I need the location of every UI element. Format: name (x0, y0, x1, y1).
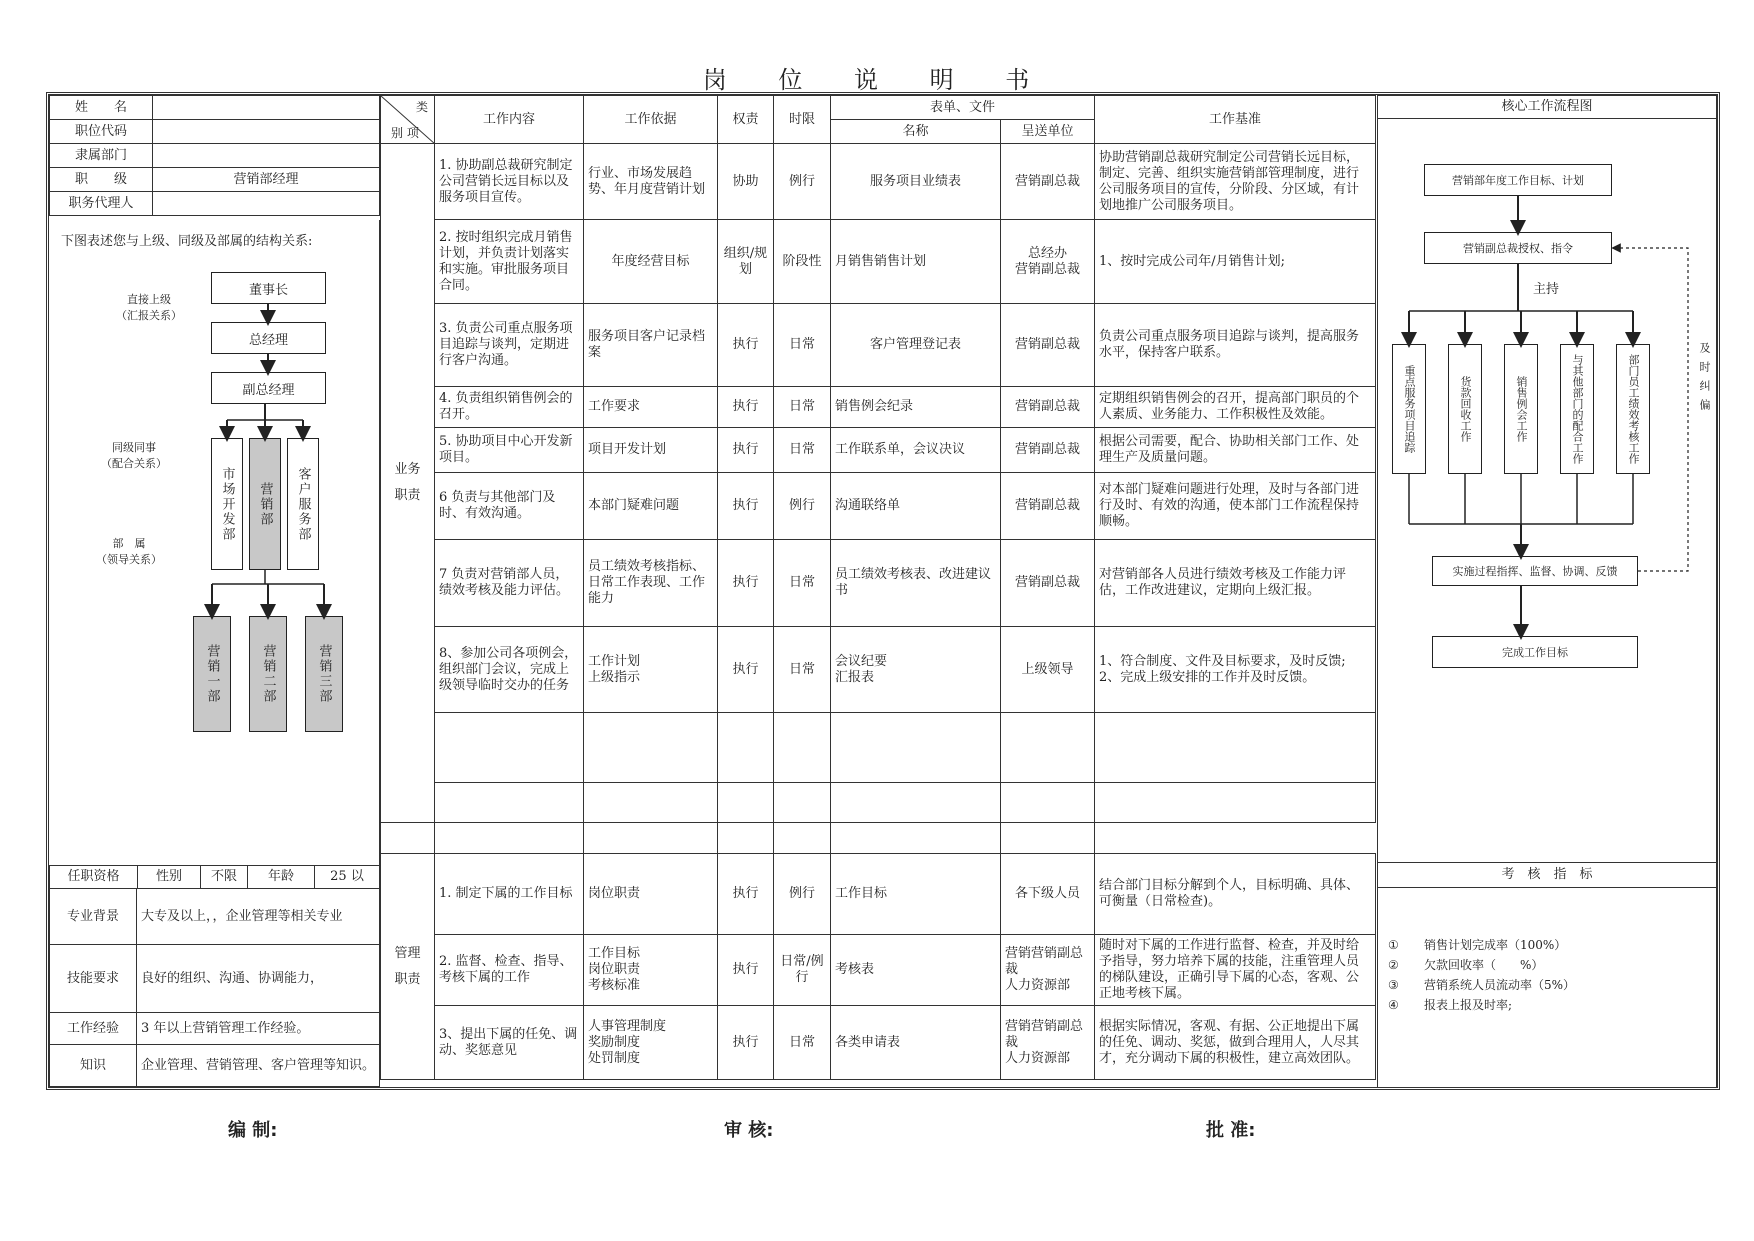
duty-authority: 执行 (718, 627, 774, 713)
kpi-list (1388, 935, 1575, 1015)
period-header: 时限 (774, 96, 831, 144)
sub-sales-3: 营销三部 (305, 616, 343, 732)
duty-content: 5. 协助项目中心开发新项目。 (435, 428, 584, 473)
duty-authority: 执行 (718, 473, 774, 540)
duty-form: 员工绩效考核表、改进建议书 (831, 540, 1001, 627)
duty-standard: 对营销部各人员进行绩效考核及工作能力评估，工作改进建议，定期向上级汇报。 (1095, 540, 1376, 627)
flow-connectors (1378, 96, 1718, 864)
duty-standard: 随时对下属的工作进行监督、检查，并及时给予指导，努力培养下属的技能，注重管理人员的梯队建设，正确引导下属的心态，客观、公正地考核下属。 (1095, 935, 1376, 1006)
duty-period: 例行 (774, 473, 831, 540)
duty-period: 日常 (774, 627, 831, 713)
duty-standard: 结合部门目标分解到个人，目标明确、具体、可衡量（日常检查)。 (1095, 854, 1376, 935)
standard-header: 工作基准 (1095, 96, 1376, 144)
org-intro: 下图表述您与上级、同级及部属的结构关系: (61, 234, 313, 249)
kpi-num: ③ (1388, 978, 1399, 992)
code-label: 职位代码 (50, 120, 153, 144)
content-header: 工作内容 (435, 96, 584, 144)
business-category (381, 144, 435, 823)
kpi-text: 销售计划完成率（100%） (1424, 938, 1567, 952)
gender-label: 性别 (138, 866, 201, 888)
kpi-item (1388, 995, 1575, 1015)
compile-label: 编 制: (228, 1120, 278, 1141)
agent-label: 职务代理人 (50, 192, 153, 216)
duty-authority: 执行 (718, 1006, 774, 1080)
duty-period: 日常 (774, 428, 831, 473)
duty-form: 沟通联络单 (831, 473, 1001, 540)
sub-sales-2: 营销二部 (249, 616, 287, 732)
duty-to: 营销营销副总裁 人力资源部 (1001, 935, 1095, 1006)
duty-authority: 执行 (718, 428, 774, 473)
category-header-bottom: 别 项 (391, 126, 419, 140)
duty-to: 营销副总裁 (1001, 473, 1095, 540)
gender-value: 不限 (201, 866, 248, 888)
duties-table (380, 95, 1376, 1080)
kpi-num: ② (1388, 958, 1399, 972)
form-to-header: 呈送单位 (1001, 120, 1095, 144)
superior-note: （汇报关系） (116, 309, 182, 322)
duty-content: 1. 协助副总裁研究制定公司营销长远目标以及服务项目宣传。 (435, 144, 584, 220)
duty-form: 销售例会纪录 (831, 387, 1001, 428)
duty-basis: 年度经营目标 (584, 220, 718, 304)
duty-form: 各类申请表 (831, 1006, 1001, 1080)
duty-authority: 组织/规划 (718, 220, 774, 304)
duty-period: 例行 (774, 144, 831, 220)
qual-row-value: 3 年以上营销管理工作经验。 (137, 1013, 380, 1045)
forms-header: 表单、文件 (831, 96, 1095, 120)
duty-content: 6 负责与其他部门及时、有效沟通。 (435, 473, 584, 540)
duty-basis: 员工绩效考核指标、日常工作表现、工作能力 (584, 540, 718, 627)
peer-label: 同级同事 (112, 441, 156, 454)
dept-label: 隶属部门 (50, 144, 153, 168)
duty-basis: 工作计划 上级指示 (584, 627, 718, 713)
qual-row-label: 技能要求 (50, 945, 137, 1013)
duty-standard: 根据实际情况，客观、有据、公正地提出下属的任免、调动、奖惩，做到合理用人，人尽其才，充分调动下属的积极性，建立高效团队。 (1095, 1006, 1376, 1080)
flow-feedback-label: 及时纠偏 (1698, 342, 1711, 418)
flow-title: 核心工作流程图 (1378, 96, 1716, 119)
duty-basis: 工作要求 (584, 387, 718, 428)
duty-form: 会议纪要 汇报表 (831, 627, 1001, 713)
duty-period: 日常 (774, 304, 831, 387)
duty-standard: 对本部门疑难问题进行处理，及时与各部门进行及时、有效的沟通，使本部门工作流程保持顺畅。 (1095, 473, 1376, 540)
age-label: 年龄 (248, 866, 315, 888)
duty-content: 2. 监督、检查、指导、考核下属的工作 (435, 935, 584, 1006)
qual-label: 任职资格 (50, 866, 138, 888)
chairman-box: 董事长 (211, 272, 326, 304)
qualification-table (49, 865, 380, 1087)
agent-value[interactable] (153, 192, 380, 216)
kpi-title: 考 核 指 标 (1378, 863, 1716, 888)
name-value[interactable] (153, 96, 380, 120)
empty-row (381, 783, 1376, 823)
qual-row-value: 企业管理、营销管理、客户管理等知识。 (137, 1045, 380, 1087)
flow-task: 部门员工绩效考核工作 (1616, 344, 1650, 474)
duty-period: 日常/例行 (774, 935, 831, 1006)
flow-step-2: 营销副总裁授权、指令 (1424, 232, 1612, 264)
duty-standard: 协助营销副总裁研究制定公司营销长远目标，制定、完善、组织实施营销部管理制度，进行公司服务项目的宣传，分阶段、分区域，有计划地推广公司服务项目。 (1095, 144, 1376, 220)
left-panel (49, 95, 379, 216)
duty-form: 考核表 (831, 935, 1001, 1006)
form-name-header: 名称 (831, 120, 1001, 144)
duty-content: 3、提出下属的任免、调动、奖惩意见 (435, 1006, 584, 1080)
category-header-top: 类 (415, 100, 428, 114)
duty-to: 营销副总裁 (1001, 144, 1095, 220)
duty-basis: 岗位职责 (584, 854, 718, 935)
duty-form: 月销售销售计划 (831, 220, 1001, 304)
duty-content: 3. 负责公司重点服务项目追踪与谈判，定期进行客户沟通。 (435, 304, 584, 387)
duty-basis: 工作目标 岗位职责 考核标准 (584, 935, 718, 1006)
duty-authority: 协助 (718, 144, 774, 220)
review-label: 审 核: (724, 1120, 774, 1141)
peer-sales-dept: 营销部 (249, 438, 281, 570)
duty-standard: 1、按时完成公司年/月销售计划; (1095, 220, 1376, 304)
flow-task: 与其他部门的配合工作 (1560, 344, 1594, 474)
flow-panel (1377, 95, 1717, 863)
flow-step-1: 营销部年度工作目标、计划 (1424, 164, 1612, 196)
age-value: 25 以 (330, 869, 364, 884)
kpi-num: ① (1388, 938, 1399, 952)
category-header (381, 96, 435, 144)
level-value: 营销部经理 (153, 168, 380, 192)
duty-authority: 执行 (718, 854, 774, 935)
kpi-item (1388, 955, 1575, 975)
duty-content: 7 负责对营销部人员，绩效考核及能力评估。 (435, 540, 584, 627)
duty-form: 工作目标 (831, 854, 1001, 935)
duty-to: 营销副总裁 (1001, 387, 1095, 428)
peer-note: （配合关系） (101, 457, 167, 470)
kpi-text: 营销系统人员流动率（5%） (1424, 978, 1576, 992)
peer-market-dept: 市场开发部 (211, 438, 243, 570)
duty-to: 总经办 营销副总裁 (1001, 220, 1095, 304)
duty-period: 日常 (774, 387, 831, 428)
flow-task: 销售例会工作 (1504, 344, 1538, 474)
sub-note: （领导关系） (96, 553, 162, 566)
org-chart (49, 220, 380, 865)
name-label: 姓 名 (50, 96, 153, 120)
management-category (381, 854, 435, 1080)
duty-basis: 行业、市场发展趋势、年月度营销计划 (584, 144, 718, 220)
duty-period: 阶段性 (774, 220, 831, 304)
duty-basis: 本部门疑难问题 (584, 473, 718, 540)
duty-to: 营销营销副总裁 人力资源部 (1001, 1006, 1095, 1080)
duty-authority: 执行 (718, 304, 774, 387)
duty-authority: 执行 (718, 540, 774, 627)
empty-row (381, 713, 1376, 783)
duty-content: 4. 负责组织销售例会的召开。 (435, 387, 584, 428)
duty-form: 客户管理登记表 (831, 304, 1001, 387)
qual-row-label: 工作经验 (50, 1013, 137, 1045)
duty-content: 2. 按时组织完成月销售计划，并负责计划落实和实施。审批服务项目合同。 (435, 220, 584, 304)
duty-to: 各下级人员 (1001, 854, 1095, 935)
vgm-box: 副总经理 (211, 372, 326, 404)
dept-value[interactable] (153, 144, 380, 168)
info-table (49, 95, 380, 216)
gm-box: 总经理 (211, 322, 326, 354)
qual-row-label: 知识 (50, 1045, 137, 1087)
management-category-label: 管理职责 (394, 945, 421, 987)
qual-row-value: 大专及以上，，企业管理等相关专业 (137, 889, 380, 945)
duty-basis: 项目开发计划 (584, 428, 718, 473)
org-connectors (49, 220, 379, 865)
duty-standard: 根据公司需要，配合、协助相关部门工作、处理生产及质量问题。 (1095, 428, 1376, 473)
kpi-text: 报表上报及时率; (1424, 998, 1513, 1012)
duty-standard: 负责公司重点服务项目追踪与谈判，提高服务水平，保持客户联系。 (1095, 304, 1376, 387)
duty-to: 营销副总裁 (1001, 428, 1095, 473)
code-value[interactable] (153, 120, 380, 144)
duty-period: 例行 (774, 854, 831, 935)
kpi-num: ④ (1388, 998, 1399, 1012)
flow-step-3: 实施过程指挥、监督、协调、反馈 (1432, 556, 1638, 586)
flow-host-label: 主持 (1533, 282, 1560, 297)
kpi-item (1388, 935, 1575, 955)
flow-task: 重点服务项目追踪 (1392, 344, 1426, 474)
duty-content: 1. 制定下属的工作目标 (435, 854, 584, 935)
duty-to: 营销副总裁 (1001, 540, 1095, 627)
duty-content: 8、参加公司各项例会，组织部门会议，完成上级领导临时交办的任务 (435, 627, 584, 713)
duty-basis: 服务项目客户记录档案 (584, 304, 718, 387)
business-category-label: 业务职责 (394, 462, 421, 503)
kpi-panel (1377, 863, 1717, 1088)
duty-to: 营销副总裁 (1001, 304, 1095, 387)
peer-service-dept: 客户服务部 (287, 438, 319, 570)
duty-form: 工作联系单，会议决议 (831, 428, 1001, 473)
flow-task: 货款回收工作 (1448, 344, 1482, 474)
duty-authority: 执行 (718, 387, 774, 428)
duty-period: 日常 (774, 540, 831, 627)
sub-sales-1: 营销一部 (193, 616, 231, 732)
sub-label: 部 属 (112, 537, 146, 550)
duty-authority: 执行 (718, 935, 774, 1006)
duty-standard: 1、符合制度、文件及目标要求，及时反馈; 2、完成上级安排的工作并及时反馈。 (1095, 627, 1376, 713)
duty-period: 日常 (774, 1006, 831, 1080)
authority-header: 权责 (718, 96, 774, 144)
kpi-text: 欠款回收率（ %） (1424, 958, 1544, 972)
duty-standard: 定期组织销售例会的召开，提高部门职员的个人素质、业务能力、工作积极性及效能。 (1095, 387, 1376, 428)
basis-header: 工作依据 (584, 96, 718, 144)
page-title: 岗 位 说 明 书 (702, 66, 1052, 94)
duty-basis: 人事管理制度 奖励制度 处罚制度 (584, 1006, 718, 1080)
flow-step-4: 完成工作目标 (1432, 636, 1638, 668)
level-label: 职 级 (50, 168, 153, 192)
duty-to: 上级领导 (1001, 627, 1095, 713)
qual-row-value: 良好的组织、沟通、协调能力， (137, 945, 380, 1013)
kpi-item (1388, 975, 1575, 995)
empty-row (381, 823, 1376, 854)
superior-label: 直接上级 (127, 293, 171, 306)
qual-row-label: 专业背景 (50, 889, 137, 945)
duty-form: 服务项目业绩表 (831, 144, 1001, 220)
approve-label: 批 准: (1206, 1120, 1256, 1141)
